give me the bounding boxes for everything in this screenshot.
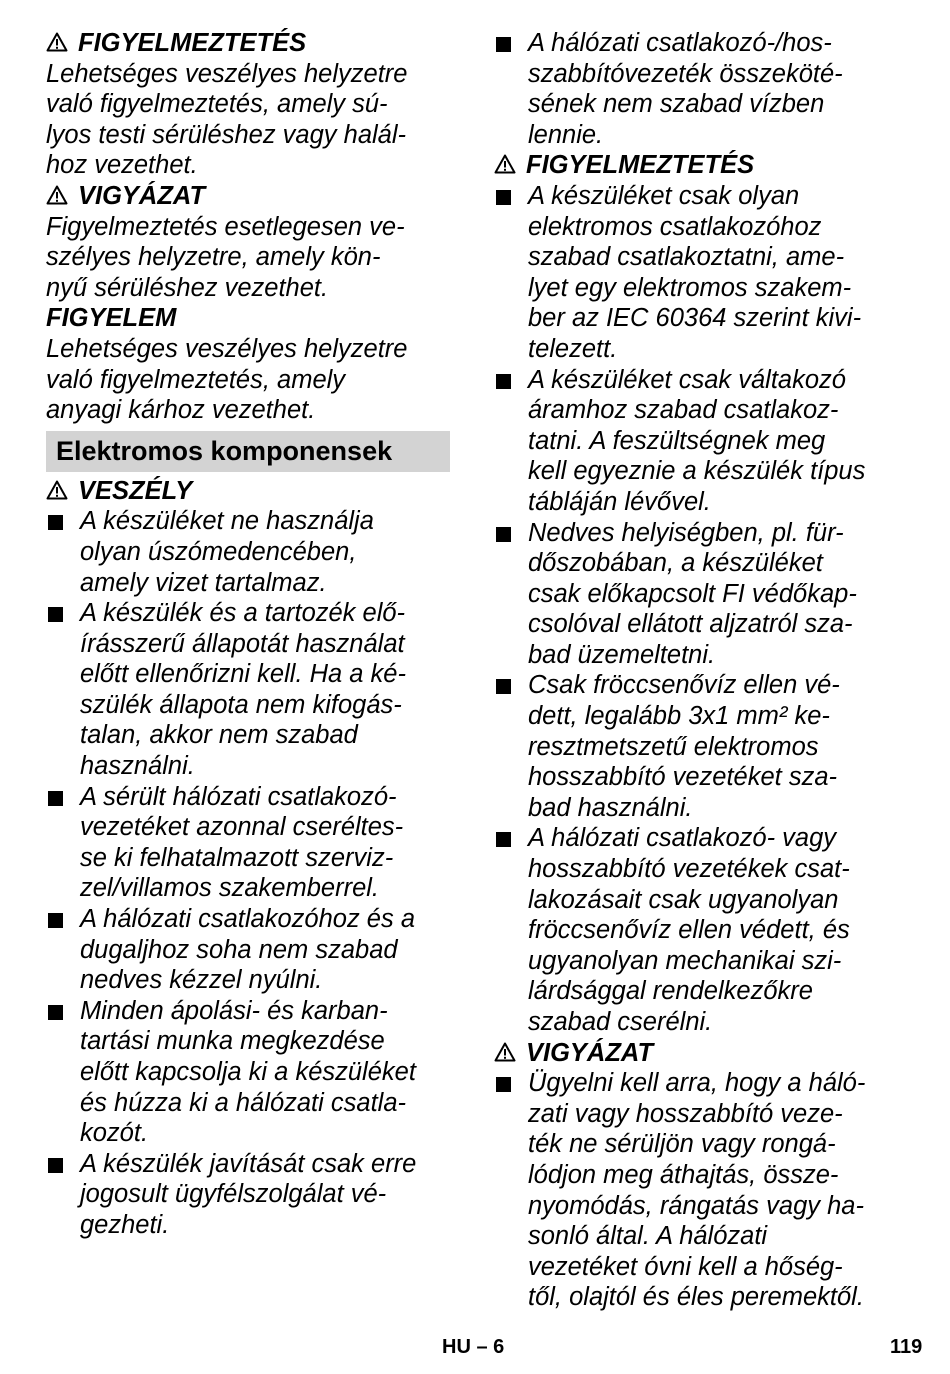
bullet-item xyxy=(46,598,456,782)
right-column xyxy=(494,28,914,1313)
text-line: csolóval ellátott aljzatról sza- xyxy=(528,610,853,639)
text-line: ték ne sérüljön vagy rongá- xyxy=(528,1130,836,1159)
bullet-item xyxy=(46,904,456,996)
text-line: dugaljhoz soha nem szabad xyxy=(80,935,398,964)
block-title: FIGYELMEZTETÉS xyxy=(78,29,307,57)
text-line: A hálózati csatlakozóhoz és a xyxy=(80,905,415,934)
text-line: A készüléket csak váltakozó xyxy=(528,365,846,394)
text-line: bad használni. xyxy=(528,793,693,822)
bullet-square-icon xyxy=(496,679,511,694)
text-line: A hálózati csatlakozó-/hos- xyxy=(528,29,832,57)
block-title: FIGYELEM xyxy=(46,304,177,333)
text-line: telezett. xyxy=(528,334,618,363)
text-line: se ki felhatalmazott szerviz- xyxy=(80,843,394,872)
caution-bullet-list xyxy=(494,1068,914,1313)
text-line: kell egyeznie a készülék típus xyxy=(528,457,866,486)
bullet-square-icon xyxy=(48,1005,63,1020)
text-line: talan, akkor nem szabad xyxy=(80,721,358,750)
bullet-square-icon xyxy=(496,374,511,389)
text-line: tábláján lévővel. xyxy=(528,487,711,516)
bullet-square-icon xyxy=(48,791,63,806)
text-line: jogosult ügyfélszolgálat vé- xyxy=(80,1180,387,1209)
text-line: Csak fröccsenővíz ellen vé- xyxy=(528,671,840,700)
text-line: Minden ápolási- és karban- xyxy=(80,996,388,1025)
text-line: Lehetséges veszélyes helyzetre xyxy=(46,59,408,88)
text-line: A sérült hálózati csatlakozó- xyxy=(80,782,397,811)
text-line: A hálózati csatlakozó- vagy xyxy=(528,824,837,853)
text-line: szülék állapota nem kifogás- xyxy=(80,690,402,719)
text-line: lennie. xyxy=(528,120,604,149)
text-line: lakozásait csak ugyanolyan xyxy=(528,885,839,914)
text-line: zel/villamos szakemberrel. xyxy=(80,874,380,903)
text-line: használni. xyxy=(80,752,195,781)
text-line: hoz vezethet. xyxy=(46,151,198,180)
left-column xyxy=(46,28,456,1241)
text-line: kozót. xyxy=(80,1119,149,1148)
bullet-item xyxy=(46,1149,456,1241)
warning-triangle-icon xyxy=(46,28,72,59)
text-line: szélyes helyzetre, amely kön- xyxy=(46,243,381,272)
text-line: Nedves helyiségben, pl. für- xyxy=(528,518,844,547)
bullet-square-icon xyxy=(48,1158,63,1173)
text-line: Lehetséges veszélyes helyzetre xyxy=(46,334,408,363)
text-line: csak előkapcsolt FI védőkap- xyxy=(528,579,857,608)
bullet-item xyxy=(46,506,456,598)
text-line: előtt ellenőrizni kell. Ha a ké- xyxy=(80,660,406,689)
text-line: resztmetszetű elektromos xyxy=(528,732,819,761)
text-line: hosszabbító vezetéket sza- xyxy=(528,763,838,792)
text-line: Figyelmeztetés esetlegesen ve- xyxy=(46,212,405,241)
text-line: sének nem szabad vízben xyxy=(528,90,825,119)
text-line: elektromos csatlakozóhoz xyxy=(528,212,822,241)
bullet-item xyxy=(494,518,914,671)
page-number: 119 xyxy=(890,1336,923,1358)
bullet-item xyxy=(494,181,914,365)
text-line: lárdsággal rendelkezőkre xyxy=(528,977,813,1006)
left-intro-blocks xyxy=(46,28,456,426)
bullet-square-icon xyxy=(48,515,63,530)
warning-triangle-icon xyxy=(494,150,520,181)
text-line: gezheti. xyxy=(80,1210,170,1239)
danger-title: VESZÉLY xyxy=(78,476,193,505)
block-title: VIGYÁZAT xyxy=(78,181,206,210)
bullet-item xyxy=(46,782,456,904)
text-line: nedves kézzel nyúlni. xyxy=(80,966,323,995)
block-heading xyxy=(46,181,456,212)
text-line: szabbítóvezeték összeköté- xyxy=(528,59,843,88)
text-line: A készülék javítását csak erre xyxy=(80,1149,417,1178)
bullet-square-icon xyxy=(496,190,511,205)
block-heading xyxy=(46,303,456,334)
text-line: nyű sérüléshez vezethet. xyxy=(46,273,329,302)
text-line: vezetéket óvni kell a hőség- xyxy=(528,1252,843,1281)
danger-bullet-list xyxy=(46,506,456,1240)
text-line: áramhoz szabad csatlakoz- xyxy=(528,396,839,425)
warning-heading xyxy=(494,150,914,181)
bullet-square-icon xyxy=(48,913,63,928)
block-heading xyxy=(46,28,456,59)
warning-bullet-list xyxy=(494,181,914,1038)
bullet-item xyxy=(494,28,914,150)
text-line: ber az IEC 60364 szerint kivi- xyxy=(528,304,862,333)
text-line: vezetéket azonnal cseréltes- xyxy=(80,813,404,842)
text-line: szabad cserélni. xyxy=(528,1008,713,1036)
text-line: tartási munka megkezdése xyxy=(80,1027,385,1056)
bullet-square-icon xyxy=(496,527,511,542)
text-line: lyos testi sérüléshez vagy halál- xyxy=(46,120,407,149)
text-line: és húzza ki a hálózati csatla- xyxy=(80,1088,406,1117)
bullet-item xyxy=(46,996,456,1149)
text-line: fröccsenővíz ellen védett, és xyxy=(528,916,850,945)
caution-title: VIGYÁZAT xyxy=(526,1038,654,1067)
bullet-item xyxy=(494,670,914,823)
text-line: dett, legalább 3x1 mm² ke- xyxy=(528,702,830,731)
text-line: zati vagy hosszabbító veze- xyxy=(528,1099,843,1128)
text-line: lyet egy elektromos szakem- xyxy=(528,273,852,302)
text-line: hosszabbító vezetékek csat- xyxy=(528,855,850,884)
warning-triangle-icon xyxy=(494,1038,520,1069)
text-line: ugyanolyan mechanikai szi- xyxy=(528,946,842,975)
caution-heading xyxy=(494,1038,914,1069)
warning-title: FIGYELMEZTETÉS xyxy=(526,151,755,180)
text-line: től, olajtól és éles peremektől. xyxy=(528,1283,864,1312)
text-line: anyagi kárhoz vezethet. xyxy=(46,396,316,425)
text-line: A készüléket ne használja xyxy=(80,507,374,536)
text-line: sonló által. A hálózati xyxy=(528,1222,768,1251)
warning-triangle-icon xyxy=(46,476,72,507)
text-line: bad üzemeltetni. xyxy=(528,640,716,669)
bullet-square-icon xyxy=(496,1077,511,1092)
text-line: A készülék és a tartozék elő- xyxy=(80,599,406,628)
text-line: írásszerű állapotát használat xyxy=(80,629,405,658)
bullet-item xyxy=(494,823,914,1037)
text-line: való figyelmeztetés, amely xyxy=(46,365,346,394)
text-line: való figyelmeztetés, amely sú- xyxy=(46,90,388,119)
top-bullet-list xyxy=(494,28,914,150)
bullet-item xyxy=(494,365,914,518)
text-line: tatni. A feszültségnek meg xyxy=(528,426,826,455)
warning-triangle-icon xyxy=(46,181,72,212)
text-line: olyan úszómedencében, xyxy=(80,537,357,566)
text-line: szabad csatlakoztatni, ame- xyxy=(528,243,845,272)
text-line: dőszobában, a készüléket xyxy=(528,549,823,578)
text-line: előtt kapcsolja ki a készüléket xyxy=(80,1058,416,1086)
bullet-square-icon xyxy=(48,607,63,622)
text-line: nyomódás, rángatás vagy ha- xyxy=(528,1191,864,1220)
bullet-item xyxy=(494,1068,914,1313)
bullet-square-icon xyxy=(496,37,511,52)
section-title: Elektromos komponensek xyxy=(46,431,450,472)
footer-section-label: HU – 6 xyxy=(442,1336,505,1358)
text-line: lódjon meg áthajtás, össze- xyxy=(528,1160,839,1189)
bullet-square-icon xyxy=(496,832,511,847)
text-line: amely vizet tartalmaz. xyxy=(80,568,327,597)
text-line: A készüléket csak olyan xyxy=(528,181,800,210)
text-line: Ügyelni kell arra, hogy a háló- xyxy=(528,1069,866,1098)
danger-heading xyxy=(46,476,456,507)
